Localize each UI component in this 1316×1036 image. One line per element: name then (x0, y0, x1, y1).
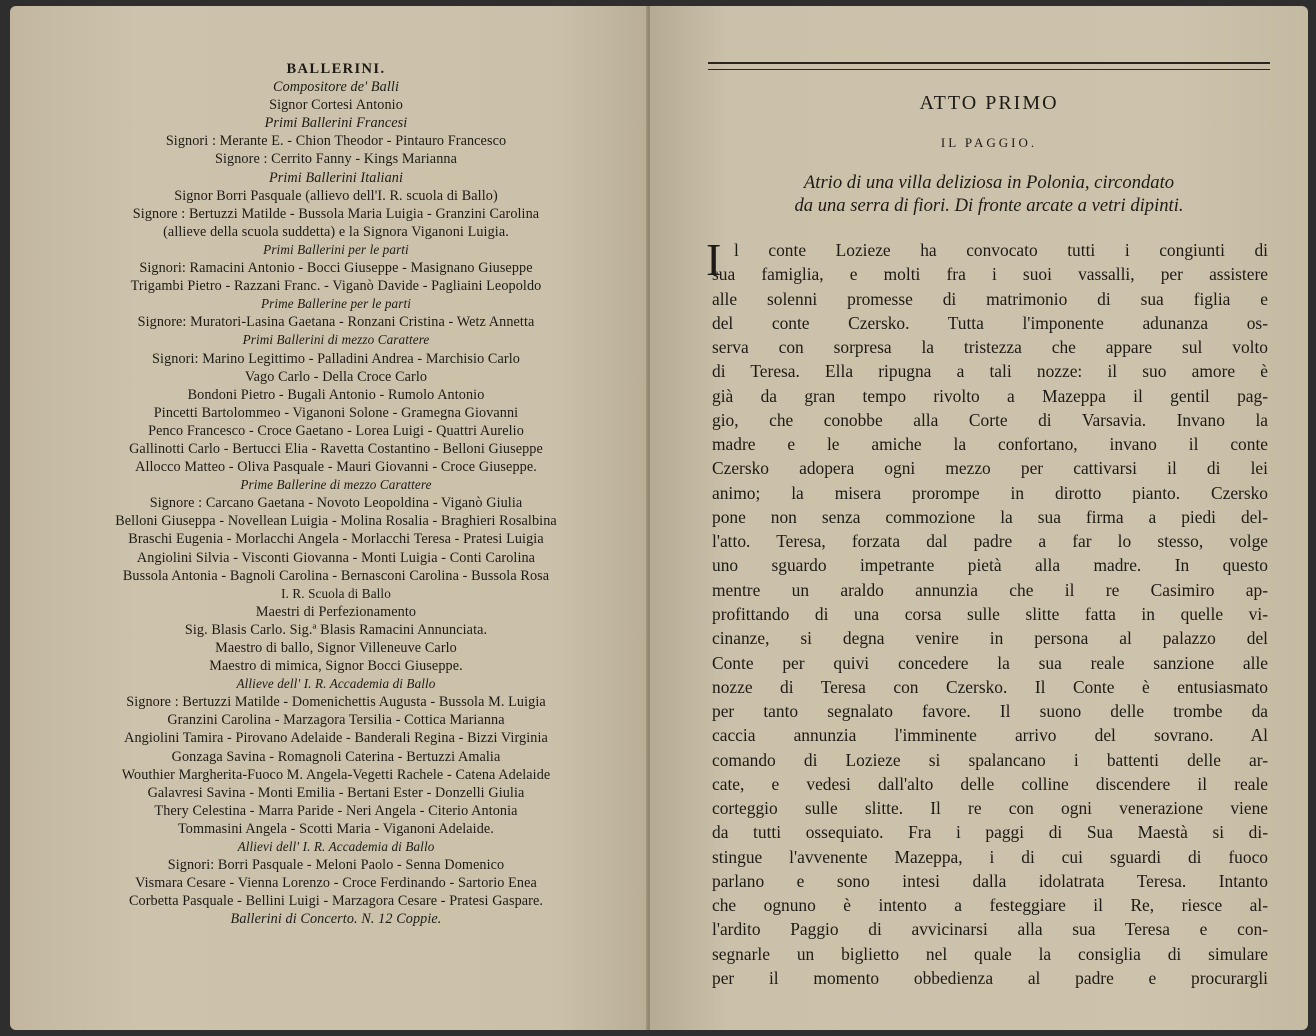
body-line: per tanto segnalato favore. Il suono delle trombe da (712, 701, 1268, 722)
scene-line: da una serra di fiori. Di fronte arcate a vetri dipinti. (794, 195, 1184, 216)
body-line: stingue l'avvenente Mazeppa, i di cui sguardi di fuoco (712, 846, 1268, 867)
body-line: del conte Czersko. Tutta l'imponente adunanza os- (712, 312, 1268, 333)
cast-line: Sig. Blasis Carlo. Sig.ª Blasis Ramacini Annunciata. (184, 621, 488, 638)
cast-line: Allieve dell' I. R. Accademia di Ballo (236, 676, 436, 692)
body-line: corteggio sulle slitte. Il re con ogni venerazione viene (712, 798, 1268, 819)
body-line: caccia annunzia l'imminente arrivo del sovrano. Al (712, 725, 1268, 746)
cast-line: Primi Ballerini Italiani (268, 169, 404, 186)
body-line: pone non senza commozione la sua firma a piedi del- (712, 506, 1268, 527)
body-line: serva con sorpresa la tristezza che appare sul volto (712, 337, 1268, 358)
cast-line: Signori: Marino Legittimo - Palladini Andrea - Marchisio Carlo (152, 350, 520, 367)
body-line: uno sguardo impetrante pietà alla madre. In questo (712, 555, 1268, 576)
cast-line: Pincetti Bartolommeo - Viganoni Solone - Gramegna Giovanni (153, 404, 519, 421)
cast-line: (allieve della scuola suddetta) e la Signora Viganoni Luigia. (163, 223, 509, 240)
body-line: parlano e sono intesi dalla idolatrata Teresa. Intanto (712, 870, 1268, 891)
cast-line: Trigambi Pietro - Razzani Franc. - Viganò Davide - Pagliaini Leopoldo (130, 278, 542, 295)
cast-line: Primi Ballerini per le parti (263, 241, 409, 257)
cast-line: Penco Francesco - Croce Gaetano - Lorea Luigi - Quattri Aurelio (148, 422, 524, 439)
body-line: Czersko adopera ogni mezzo per cattivarsi il di lei (712, 458, 1268, 479)
body-line: già da gran tempo rivolto a Mazeppa il gentil pag- (712, 385, 1268, 406)
cast-line: Signori : Merante E. - Chion Theodor - Pintauro Francesco (165, 133, 507, 150)
body-line: per il momento obbedienza al padre e procurargli (712, 967, 1268, 988)
cast-line: Tommasini Angela - Scotti Maria - Viganoni Adelaide. (178, 820, 494, 837)
cast-line: Angiolini Tamira - Pirovano Adelaide - Banderali Regina - Bizzi Virginia (124, 730, 548, 747)
cast-line: Wouthier Margherita-Fuoco M. Angela-Vegetti Rachele - Catena Adelaide (121, 766, 551, 783)
cast-line: Angiolini Silvia - Visconti Giovanna - Monti Luigia - Conti Carolina (136, 549, 536, 566)
cast-line: Compositore de' Balli (273, 79, 399, 96)
cast-line: Signore : Cerrito Fanny - Kings Marianna (215, 151, 457, 168)
act-subtitle: IL PAGGIO. (940, 135, 1038, 150)
cast-line: Ballerini di Concerto. N. 12 Coppie. (230, 911, 442, 928)
cast-line: Granzini Carolina - Marzagora Tersilia - Cottica Marianna (167, 712, 505, 729)
cast-line: Galavresi Savina - Monti Emilia - Bertani Ester - Donzelli Giulia (147, 784, 525, 801)
cast-line: Vismara Cesare - Vienna Lorenzo - Croce Ferdinando - Sartorio Enea (135, 875, 537, 892)
body-line: madre e le amiche la confortano, invano il conte (712, 434, 1268, 455)
cast-line: Signore : Bertuzzi Matilde - Bussola Maria Luigia - Granzini Carolina (132, 205, 540, 222)
body-line: sua famiglia, e molti fra i suoi vassalli, per assistere (712, 264, 1268, 285)
cast-line: Signore : Carcano Gaetana - Novoto Leopoldina - Viganò Giulia (149, 495, 523, 512)
cast-line: Gonzaga Savina - Romagnoli Caterina - Bertuzzi Amalia (171, 748, 501, 765)
body-line: l'ardito Paggio di avvicinarsi alla sua Teresa e con- (712, 919, 1268, 940)
body-line: cate, e vedesi dall'alto delle colline discendere il reale (712, 773, 1268, 794)
body-line: gio, che conobbe alla Corte di Varsavia. Invano la (712, 409, 1268, 430)
cast-line: Prime Ballerine di mezzo Carattere (240, 477, 432, 493)
cast-line: Signore : Bertuzzi Matilde - Domenichettis Augusta - Bussola M. Luigia (126, 694, 546, 711)
cast-line: Thery Celestina - Marra Paride - Neri Angela - Citerio Antonia (154, 802, 518, 819)
act-title: ATTO PRIMO (919, 92, 1059, 114)
body-line: alle solenni promesse di matrimonio di sua figlia e (712, 288, 1268, 309)
header-rule (708, 62, 1270, 70)
cast-line: Bussola Antonia - Bagnoli Carolina - Bernasconi Carolina - Bussola Rosa (122, 567, 550, 584)
cast-line: Maestri di Perfezionamento (255, 603, 417, 620)
cast-line: Belloni Giuseppa - Novellean Luigia - Molina Rosalia - Braghieri Rosalbina (115, 513, 557, 530)
scene-line: Atrio di una villa deliziosa in Polonia, circondato (803, 172, 1175, 193)
cast-line: Prime Ballerine per le parti (260, 296, 412, 312)
drop-cap: I (706, 234, 722, 285)
body-text (706, 234, 1268, 990)
cast-line: Allocco Matteo - Oliva Pasquale - Mauri Giovanni - Croce Giuseppe. (135, 459, 537, 476)
cast-list (50, 60, 622, 929)
body-line: di Teresa. Ella ripugna a tali nozze: il suo amore è (712, 361, 1268, 382)
cast-line: Maestro di mimica, Signor Bocci Giuseppe. (209, 658, 463, 675)
cast-line: Braschi Eugenia - Morlacchi Angela - Morlacchi Teresa - Pratesi Luigia (128, 531, 544, 548)
body-line: Conte per quivi concedere la sua reale sanzione alle (712, 652, 1268, 673)
cast-line: Corbetta Pasquale - Bellini Luigi - Marzagora Cesare - Pratesi Gaspare. (128, 893, 544, 910)
cast-line: BALLERINI. (286, 61, 386, 77)
cast-line: Gallinotti Carlo - Bertucci Elia - Ravetta Costantino - Belloni Giuseppe (129, 440, 543, 457)
body-line: nozze di Teresa con Czersko. Il Conte è entusiasmato (712, 676, 1268, 697)
left-page (10, 6, 648, 1030)
cast-line: Primi Ballerini di mezzo Carattere (242, 332, 430, 348)
body-line: cinanze, si degna venire in persona al palazzo del (712, 628, 1268, 649)
cast-line: Primi Ballerini Francesi (264, 115, 408, 132)
body-line: mentre un araldo annunzia che il re Casimiro ap- (712, 579, 1268, 600)
cast-line: Signor Borri Pasquale (allievo dell'I. R. scuola di Ballo) (174, 187, 498, 204)
body-line: l conte Lozieze ha convocato tutti i congiunti di (734, 240, 1268, 260)
body-line: da tutti ossequiato. Fra i paggi di Sua Maestà si di- (712, 822, 1268, 843)
cast-line: I. R. Scuola di Ballo (281, 585, 391, 601)
cast-line: Signori: Borri Pasquale - Meloni Paolo - Senna Domenico (167, 857, 505, 874)
cast-line: Signor Cortesi Antonio (269, 97, 403, 114)
body-line: segnarle un biglietto nel quale la consiglia di simulare (712, 943, 1268, 964)
body-line: l'atto. Teresa, forzata dal padre a far lo stesso, volge (712, 531, 1268, 552)
body-line: che ognuno è intento a festeggiare il Re, riesce al- (712, 895, 1268, 916)
cast-line: Vago Carlo - Della Croce Carlo (244, 368, 428, 385)
scene-description (706, 171, 1272, 217)
cast-line: Signore: Muratori-Lasina Gaetana - Ronzani Cristina - Wetz Annetta (137, 314, 535, 331)
cast-line: Bondoni Pietro - Bugali Antonio - Rumolo Antonio (187, 386, 485, 403)
body-line: animo; la misera prorompe in dirotto pianto. Czersko (712, 482, 1268, 503)
body-line: comando di Lozieze si spalancano i battenti delle ar- (712, 749, 1268, 770)
right-page (650, 6, 1308, 1030)
cast-line: Signori: Ramacini Antonio - Bocci Giuseppe - Masignano Giuseppe (139, 260, 533, 277)
body-line: profittando di una corsa sulle slitte fatta in quelle vi- (712, 603, 1268, 624)
cast-line: Allievi dell' I. R. Accademia di Ballo (237, 839, 435, 855)
cast-line: Maestro di ballo, Signor Villeneuve Carlo (215, 640, 457, 656)
